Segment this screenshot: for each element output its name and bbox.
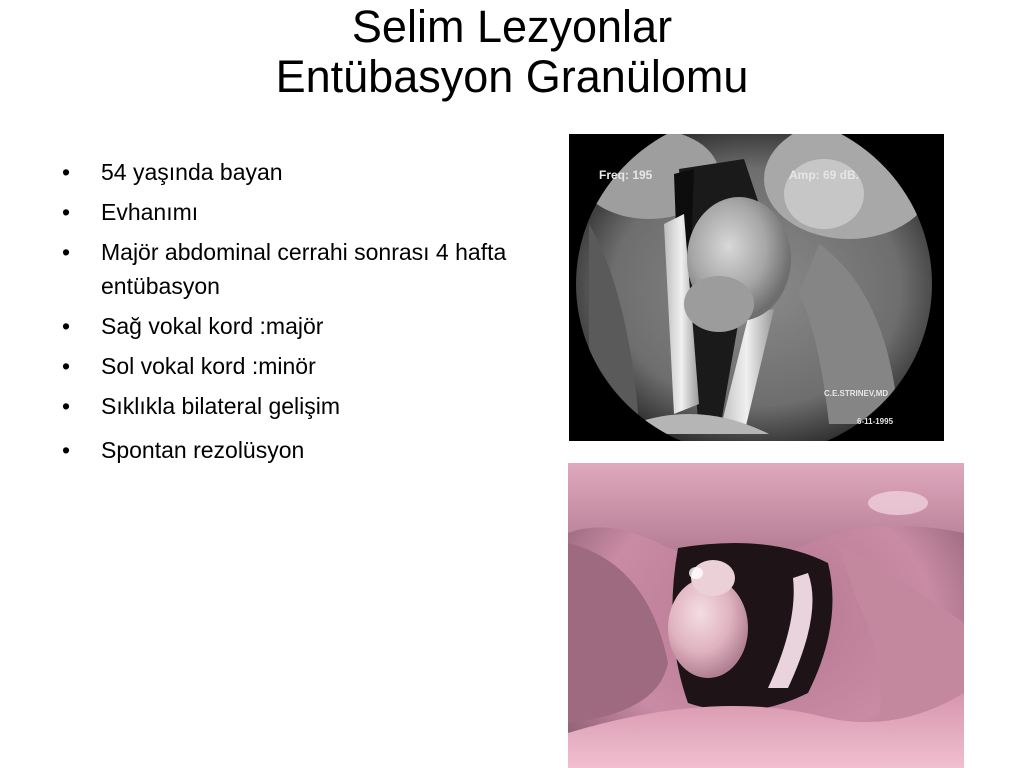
overlay-amp: Amp: 69 dB. bbox=[789, 168, 860, 182]
bullet-text: Sağ vokal kord :majör bbox=[101, 313, 324, 339]
bullet-text: Evhanımı bbox=[101, 199, 199, 225]
bullet-text: Sıklıkla bilateral gelişim bbox=[101, 393, 341, 419]
bullet-marker: • bbox=[62, 199, 71, 225]
bullet-item bbox=[62, 389, 542, 423]
bullet-item bbox=[62, 349, 542, 383]
overlay-credit: C.E.STRINEV,MD bbox=[824, 389, 889, 398]
bullet-marker: • bbox=[62, 239, 71, 265]
title-line-1: Selim Lezyonlar bbox=[351, 1, 673, 52]
bullet-marker: • bbox=[62, 393, 71, 419]
bullet-marker: • bbox=[62, 437, 71, 463]
title-line-2: Entübasyon Granülomu bbox=[275, 51, 749, 102]
slide-title bbox=[0, 2, 1024, 102]
overlay-freq: Freq: 195 bbox=[599, 168, 653, 182]
bullet-marker: • bbox=[62, 313, 71, 339]
laryngoscopy-photo-grayscale bbox=[569, 134, 944, 441]
bullet-list bbox=[62, 155, 542, 473]
bullet-text: Spontan rezolüsyon bbox=[101, 437, 305, 463]
laryngoscopy-photo-color bbox=[568, 463, 964, 768]
bullet-marker: • bbox=[62, 353, 71, 379]
bullet-text: 54 yaşında bayan bbox=[101, 159, 283, 185]
laryngoscopy-grayscale-illustration bbox=[569, 134, 944, 441]
bullet-text: Sol vokal kord :minör bbox=[101, 353, 316, 379]
overlay-date: 6-11-1995 bbox=[857, 417, 894, 426]
bullet-item bbox=[62, 155, 542, 189]
bullet-item bbox=[62, 309, 542, 343]
laryngoscopy-color-illustration bbox=[568, 463, 964, 768]
bullet-item bbox=[62, 433, 542, 467]
bullet-marker: • bbox=[62, 159, 71, 185]
bullet-item bbox=[62, 235, 542, 303]
bullet-text: Majör abdominal cerrahi sonrası 4 hafta entübasyon bbox=[101, 239, 507, 299]
bullet-item bbox=[62, 195, 542, 229]
